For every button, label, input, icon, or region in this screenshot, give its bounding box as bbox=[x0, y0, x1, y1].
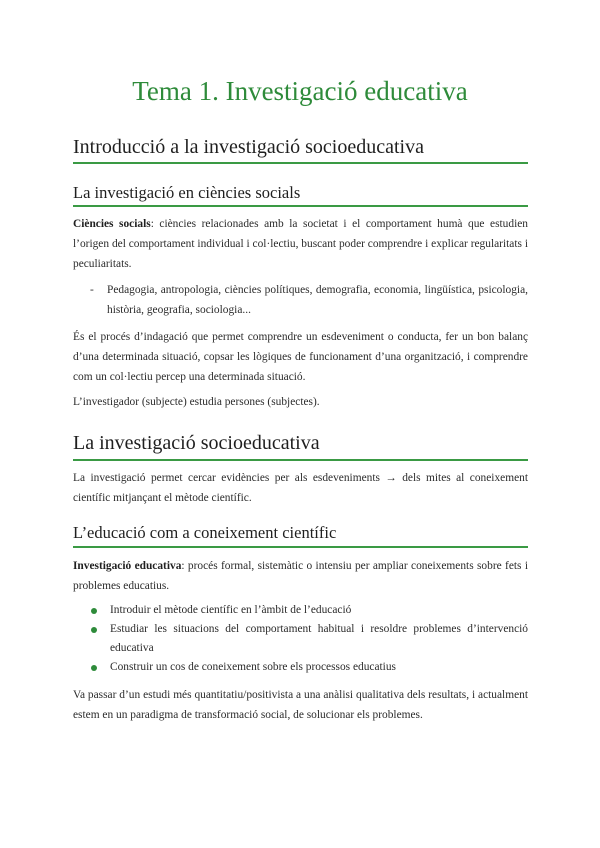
subsection-heading-scientific-knowledge: L’educació com a coneixement científic bbox=[73, 523, 337, 542]
paragraph-researcher: L’investigador (subjecte) estudia persones (subjectes). bbox=[73, 396, 320, 408]
paragraph-evidence: La investigació permet cercar evidències per als esdeveniments → dels mites al coneixement científic mitjançant el mètode científic. bbox=[73, 472, 528, 504]
list-item bbox=[90, 601, 528, 620]
disciplines-list bbox=[90, 280, 528, 320]
section-heading-socioeducational: La investigació socioeducativa bbox=[73, 432, 320, 454]
paragraph-inquiry: És el procés d’indagació que permet comprendre un esdeveniment o conducta, fer un bon balanç d’una determinada situació, copsar les lògiques de funcionament d’una organització, i comprendre com un col·lectiu percep una determinada situació. bbox=[73, 331, 528, 383]
section-rule-socioeducational bbox=[73, 459, 528, 461]
subsection-heading-social-sciences: La investigació en ciències socials bbox=[73, 183, 301, 202]
dash-marker: - bbox=[90, 284, 94, 296]
list-item bbox=[90, 280, 528, 320]
definition-text: : ciències relacionades amb la societat i el comportament humà que estudien l’origen del comportament individual i col·lectiu, buscant poder comprendre i explicar regularitats i peculiaritats. bbox=[73, 218, 528, 270]
definition-social-sciences bbox=[73, 214, 528, 274]
definition-term: Ciències socials bbox=[73, 218, 151, 230]
list-item bbox=[90, 620, 528, 658]
list-item bbox=[90, 658, 528, 677]
paragraph-paradigm: Va passar d’un estudi més quantitatiu/positivista a una anàlisi qualitativa dels resultats, i actualment estem en un paradigma de transformació social, de solucionar els problemes. bbox=[73, 689, 528, 721]
subsection-rule-scientific-knowledge bbox=[73, 546, 528, 548]
subsection-rule-social-sciences bbox=[73, 205, 528, 207]
section-heading-intro: Introducció a la investigació socioeducativa bbox=[73, 136, 424, 158]
bullet-icon bbox=[91, 665, 97, 671]
goals-list bbox=[90, 601, 528, 677]
definition-educational-research bbox=[73, 556, 528, 596]
list-item-text: Introduir el mètode científic en l’àmbit de l’educació bbox=[110, 604, 352, 616]
definition-text: : procés formal, sistemàtic o intensiu per ampliar coneixements sobre fets i problemes educatius. bbox=[73, 560, 528, 592]
document-title: Tema 1. Investigació educativa bbox=[132, 76, 468, 106]
bullet-icon bbox=[91, 608, 97, 614]
bullet-icon bbox=[91, 627, 97, 633]
list-item-text: Construir un cos de coneixement sobre els processos educatius bbox=[110, 661, 396, 673]
list-item-text: Estudiar les situacions del comportament habitual i resoldre problemes d’intervenció educativa bbox=[110, 623, 528, 654]
list-item-text: Pedagogia, antropologia, ciències polítiques, demografia, economia, lingüística, psicologia, història, geografia, sociologia... bbox=[107, 284, 528, 316]
section-rule-intro bbox=[73, 162, 528, 164]
definition-term: Investigació educativa bbox=[73, 560, 182, 572]
